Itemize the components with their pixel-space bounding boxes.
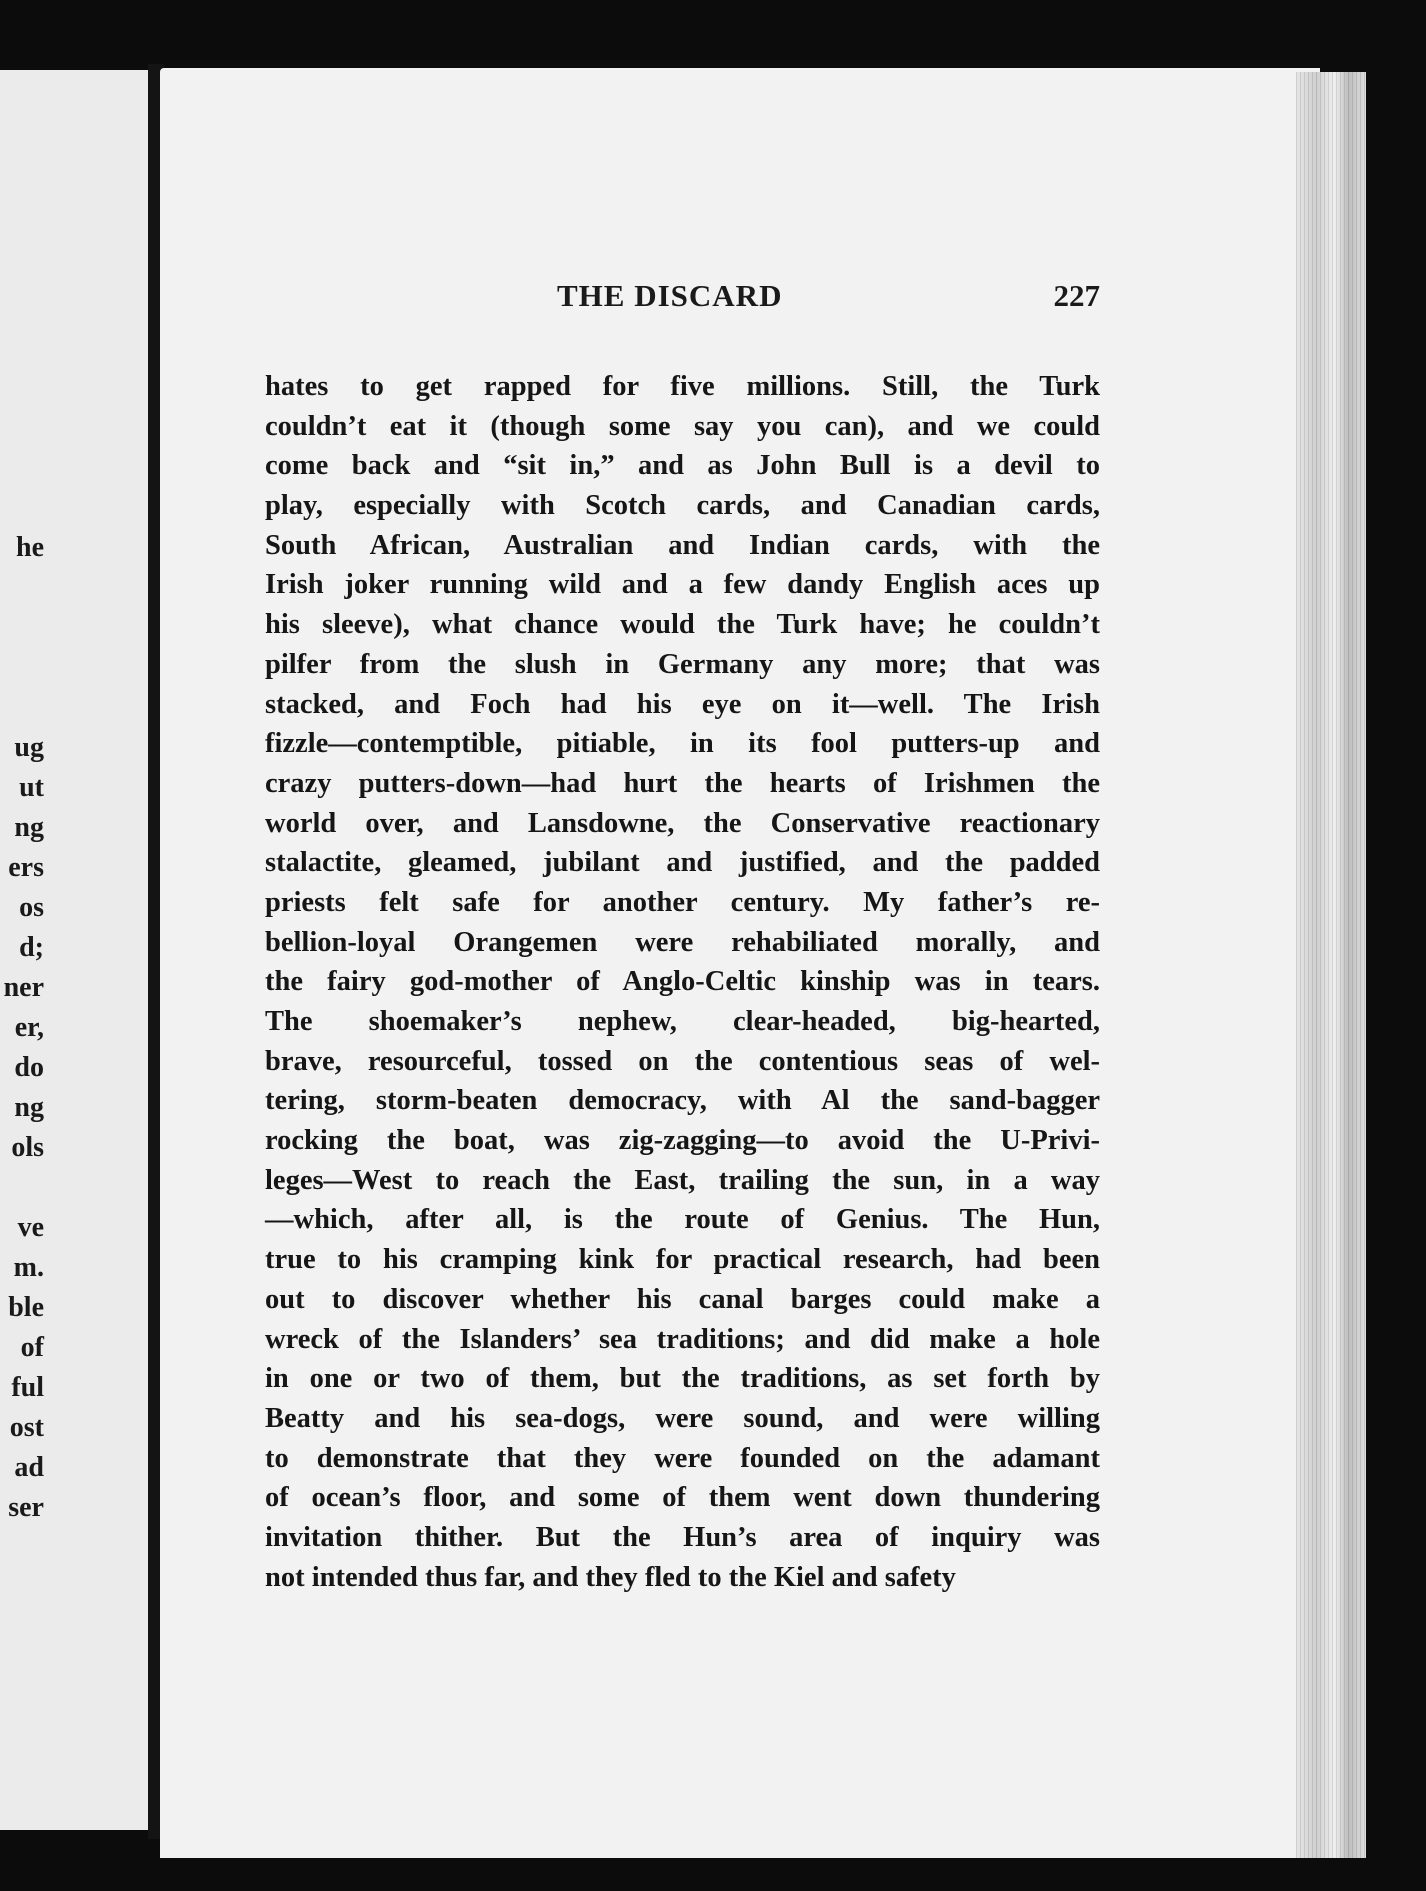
text-line: play, especially with Scotch cards, and Canadian cards, [265, 490, 1100, 522]
left-page-fragment: ad [14, 1452, 44, 1483]
left-page-fragment: er, [14, 1012, 44, 1043]
text-line: invitation thither. But the Hun’s area of inquiry was [265, 1521, 1100, 1553]
text-line: Beatty and his sea-dogs, were sound, and were willing [265, 1402, 1100, 1434]
text-line: crazy putters-down—had hurt the hearts of Irishmen the [265, 767, 1100, 799]
left-page-fragment: os [19, 892, 44, 923]
text-line: to demonstrate that they were founded on the adamant [265, 1442, 1100, 1474]
text-line: wreck of the Islanders’ sea traditions; and did make a hole [265, 1323, 1100, 1355]
left-page-fragment [0, 1168, 44, 1208]
text-line: the fairy god-mother of Anglo-Celtic kinship was in tears. [265, 966, 1100, 998]
text-line: not intended thus far, and they fled to the Kiel and safety [265, 1561, 956, 1593]
left-page-fragment [0, 568, 44, 608]
text-line: in one or two of them, but the traditions, as set forth by [265, 1363, 1100, 1395]
text-line: his sleeve), what chance would the Turk have; he couldn’t [265, 609, 1100, 641]
left-page-fragment: ng [14, 1092, 44, 1123]
left-page-fragment [0, 688, 44, 728]
text-line: stalactite, gleamed, jubilant and justified, and the padded [265, 847, 1100, 879]
text-line: out to discover whether his canal barges could make a [265, 1283, 1100, 1315]
text-line: stacked, and Foch had his eye on it—well. The Irish [265, 688, 1100, 720]
left-page-fragment: ost [9, 1412, 44, 1443]
text-line: rocking the boat, was zig-zagging—to avoid the U-Privi- [265, 1125, 1100, 1157]
text-line: fizzle—contemptible, pitiable, in its fool putters-up and [265, 728, 1100, 760]
left-page-fragment: of [20, 1332, 44, 1363]
left-page-fragment: ful [11, 1372, 44, 1403]
text-line: tering, storm-beaten democracy, with Al the sand-bagger [265, 1085, 1100, 1117]
left-page-fragment: ve [17, 1212, 44, 1243]
text-line: priests felt safe for another century. My father’s re- [265, 886, 1100, 918]
left-page-fragment: ers [8, 852, 44, 883]
text-line: Irish joker running wild and a few dandy English aces up [265, 569, 1100, 601]
left-page-text-fragments [0, 528, 44, 1528]
text-line: of ocean’s floor, and some of them went down thundering [265, 1482, 1100, 1514]
text-line: couldn’t eat it (though some say you can), and we could [265, 410, 1100, 442]
left-page-fragment: d; [19, 932, 44, 963]
left-page-fragment: ner [3, 972, 44, 1003]
page-number: 227 [1053, 278, 1100, 313]
body-text [265, 367, 1100, 1597]
text-line: leges—West to reach the East, trailing the sun, in a way [265, 1164, 1100, 1196]
text-line: —which, after all, is the route of Genius. The Hun, [265, 1204, 1100, 1236]
running-head-title: THE DISCARD [557, 278, 783, 313]
left-page-fragment: ble [8, 1292, 44, 1323]
left-page-fragment: ng [14, 812, 44, 843]
left-page-fragment: ug [14, 732, 44, 763]
text-line: true to his cramping kink for practical research, had been [265, 1244, 1100, 1276]
left-page-fragment [0, 648, 44, 688]
text-line: bellion-loyal Orangemen were rehabiliated morally, and [265, 926, 1100, 958]
left-page-fragment: ut [19, 772, 44, 803]
left-page-fragment [0, 608, 44, 648]
left-page-fragment: ser [8, 1492, 44, 1523]
text-line: pilfer from the slush in Germany any more; that was [265, 648, 1100, 680]
running-head [265, 278, 1100, 322]
text-line: brave, resourceful, tossed on the contentious seas of wel- [265, 1045, 1100, 1077]
left-page-fragment: he [16, 532, 44, 563]
text-line: The shoemaker’s nephew, clear-headed, big-hearted, [265, 1006, 1100, 1037]
left-page-fragment: ols [11, 1132, 44, 1163]
left-page-fragment: m. [13, 1252, 44, 1283]
text-line: come back and “sit in,” and as John Bull is a devil to [265, 450, 1100, 482]
text-line: hates to get rapped for five millions. Still, the Turk [265, 371, 1100, 402]
left-page-fragment: do [14, 1052, 44, 1083]
text-line: South African, Australian and Indian cards, with the [265, 529, 1100, 561]
page-edges [1296, 72, 1366, 1858]
text-line: world over, and Lansdowne, the Conservative reactionary [265, 807, 1100, 839]
